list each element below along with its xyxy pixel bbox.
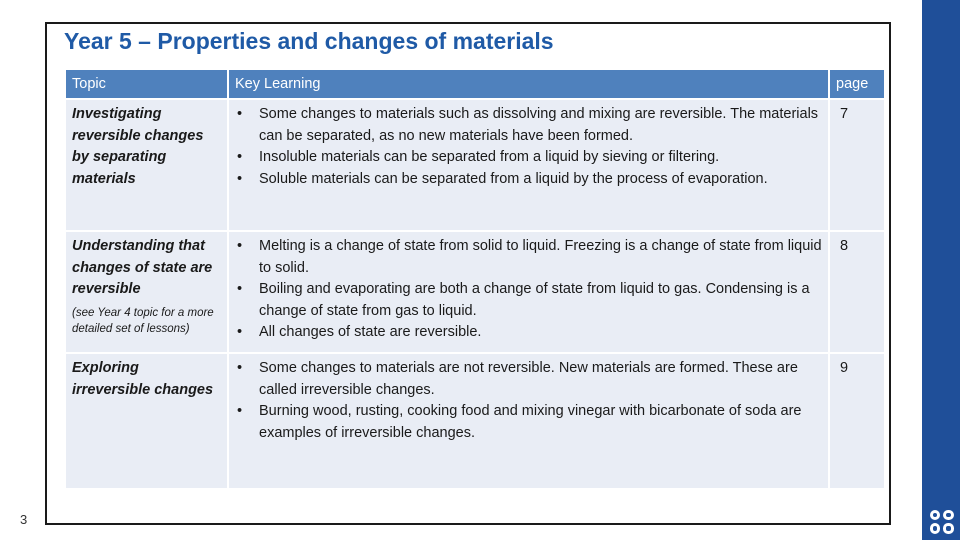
key-learning-cell bbox=[229, 232, 828, 352]
page-number-cell: 9 bbox=[830, 354, 884, 488]
bullet-item: • Insoluble materials can be separated from a liquid by sieving or filtering. bbox=[235, 147, 822, 169]
topic-title: Investigating reversible changes by separating materials bbox=[72, 106, 204, 187]
topic-note: (see Year 4 topic for a more detailed set of lessons) bbox=[72, 306, 214, 335]
bullet-item: • Burning wood, rusting, cooking food and mixing vinegar with bicarbonate of soda are examples of irreversible changes. bbox=[235, 401, 822, 444]
key-learning-cell bbox=[229, 354, 828, 488]
topic-cell bbox=[66, 354, 227, 488]
table-row bbox=[66, 100, 884, 230]
page-number-cell: 7 bbox=[830, 100, 884, 230]
brand-bar bbox=[922, 0, 960, 540]
bullet-item: • Soluble materials can be separated from a liquid by the process of evaporation. bbox=[235, 169, 822, 191]
table-row bbox=[66, 354, 884, 488]
topic-cell bbox=[66, 232, 227, 352]
slide-number: 3 bbox=[20, 512, 28, 527]
bullet-item: • Melting is a change of state from solid to liquid. Freezing is a change of state from liquid to solid. bbox=[235, 236, 822, 279]
bullet-list bbox=[235, 104, 822, 190]
bullet-list bbox=[235, 358, 822, 444]
page-title: Year 5 – Properties and changes of materials bbox=[64, 28, 554, 54]
header-key-learning: Key Learning bbox=[229, 70, 828, 98]
bullet-item: • Boiling and evaporating are both a change of state from liquid to gas. Condensing is a change of state from gas to liquid. bbox=[235, 279, 822, 322]
page-number-cell: 8 bbox=[830, 232, 884, 352]
topic-title: Understanding that changes of state are reversible bbox=[72, 238, 213, 297]
logo-icon bbox=[928, 508, 956, 536]
table-row bbox=[66, 232, 884, 352]
bullet-item: • Some changes to materials such as dissolving and mixing are reversible. The materials can be separated, as no new materials have been formed. bbox=[235, 104, 822, 147]
topic-cell bbox=[66, 100, 227, 230]
key-learning-cell bbox=[229, 100, 828, 230]
bullet-item: • Some changes to materials are not reversible. New materials are formed. These are called irreversible changes. bbox=[235, 358, 822, 401]
topic-title: Exploring irreversible changes bbox=[72, 360, 214, 398]
header-topic: Topic bbox=[66, 70, 227, 98]
bullet-list bbox=[235, 236, 822, 344]
table-header-row bbox=[66, 70, 884, 98]
key-learning-table bbox=[64, 68, 886, 490]
header-page: page bbox=[830, 70, 884, 98]
bullet-item: • All changes of state are reversible. bbox=[235, 322, 822, 344]
